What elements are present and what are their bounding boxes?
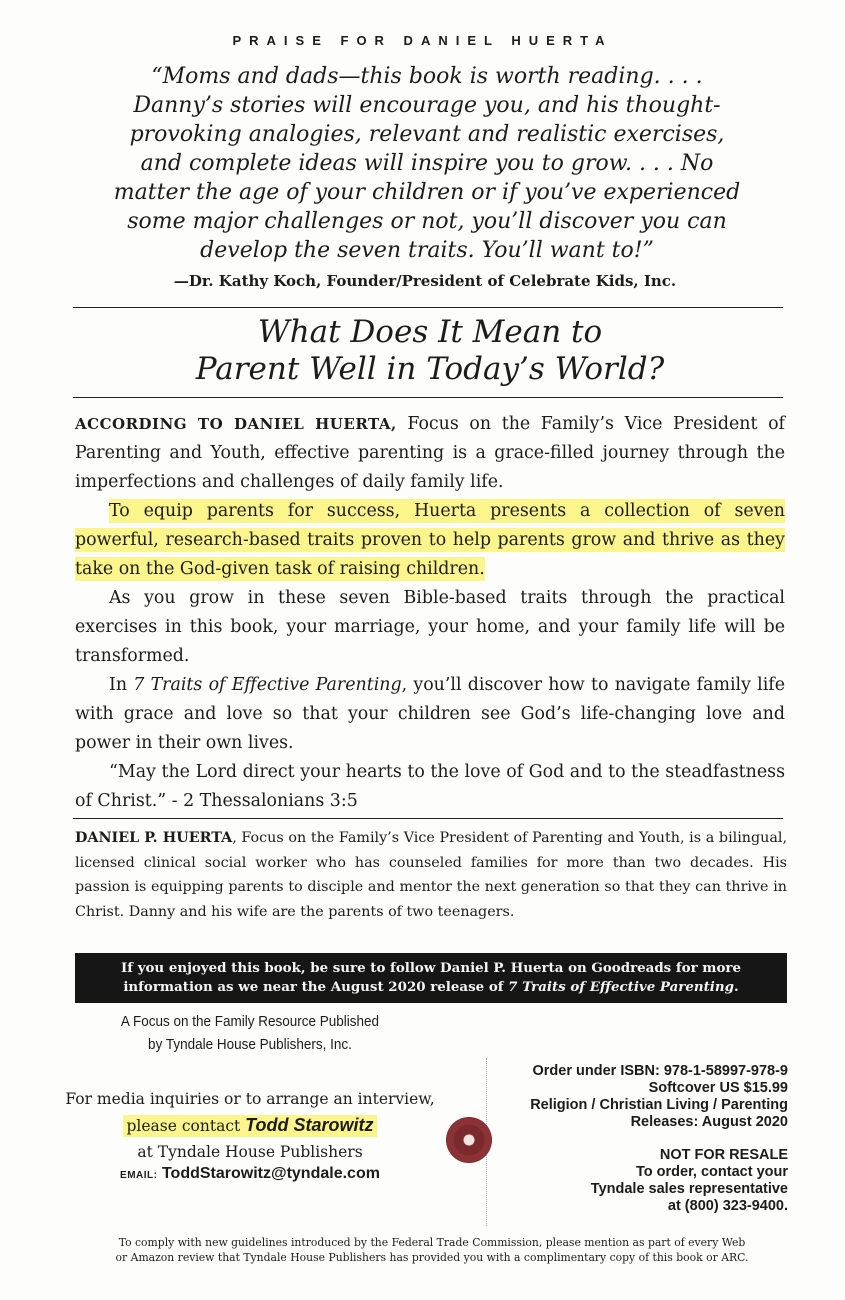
quote-line: “Moms and dads—this book is worth reading. . . . (151, 64, 703, 89)
contact-pre: please contact (126, 1117, 246, 1135)
ftc-disclaimer (75, 1235, 789, 1265)
publisher-line-1: A Focus on the Family Resource Published (120, 1013, 380, 1030)
media-line-1: For media inquiries or to arrange an interview, (65, 1090, 435, 1108)
book-title: 7 Traits of Effective Parenting (133, 675, 402, 695)
quote-line: provoking analogies, relevant and realistic exercises, (129, 122, 725, 147)
ftc-line-1: To comply with new guidelines introduced by the Federal Trade Commission, please mention as part of every Web (118, 1236, 746, 1249)
media-contact (20, 1086, 480, 1165)
title-line-1: What Does It Mean to (257, 314, 603, 350)
banner-line-1: If you enjoyed this book, be sure to follow Daniel P. Huerta on Goodreads for more (121, 960, 741, 976)
quote-line: matter the age of your children or if you’ve experienced (113, 180, 741, 205)
price: Softcover US $15.99 (648, 1080, 788, 1096)
goodreads-banner (75, 953, 787, 1003)
scripture-quote: “May the Lord direct your hearts to the love of God and to the steadfastness of Christ.” - 2 Thessalonians 3:5 (75, 762, 785, 811)
description-paragraph (75, 671, 785, 758)
divider-rule (73, 818, 783, 819)
title-line-2: Parent Well in Today’s World? (195, 351, 665, 387)
contact-highlight (123, 1115, 378, 1137)
banner-text: . (733, 979, 739, 995)
highlighted-paragraph (75, 497, 785, 584)
description-paragraph (75, 410, 785, 497)
email-address[interactable]: ToddStarowitz@tyndale.com (161, 1165, 380, 1182)
description-paragraph: As you grow in these seven Bible-based traits through the practical exercises in this book, your marriage, your home, and your family life will be transformed. (75, 588, 785, 666)
publisher-credit (115, 1010, 385, 1056)
lead-in: ACCORDING TO DANIEL HUERTA, (75, 415, 397, 433)
isbn: Order under ISBN: 978-1-58997-978-9 (532, 1063, 788, 1079)
category: Religion / Christian Living / Parenting (530, 1097, 788, 1113)
paragraph-text: Focus on the Family’s Vice President of Parenting and Youth, effective parenting is a grace-filled journey through the imperfections and challenges of daily family life. (75, 414, 785, 492)
divider-rule (73, 307, 783, 308)
banner-line-2 (75, 978, 787, 997)
bio-text: , Focus on the Family’s Vice President of Parenting and Youth, is a bilingual, licensed clinical social worker who has counseled families for more than two decades. His passion is equipping parents to disciple and mentor the next generation so that they can thrive in Christ. Danny and his wife are the parents of two teenagers. (75, 830, 787, 920)
not-for-resale: NOT FOR RESALE (659, 1147, 788, 1163)
highlight-text: To equip parents for success, Huerta presents a collection of seven powerful, research-based traits proven to help parents grow and thrive as they take on the God-given task of raising children. (75, 501, 785, 579)
resale-info (500, 1147, 788, 1215)
quote-line: develop the seven traits. You’ll want to!” (200, 238, 654, 263)
book-title: 7 Traits of Effective Parenting (508, 979, 734, 995)
banner-text: information as we near the August 2020 release of (123, 979, 509, 995)
divider-rule (73, 397, 783, 398)
paragraph-text: In (109, 675, 134, 695)
ftc-line-2: or Amazon review that Tyndale House Publishers has provided you with a complimentary copy of this book or ARC. (115, 1251, 749, 1264)
quote-line: Danny’s stories will encourage you, and his thought- (133, 93, 721, 118)
media-line-3: at Tyndale House Publishers (137, 1143, 363, 1161)
contact-name: Todd Starowitz (245, 1115, 374, 1135)
praise-heading: PRAISE FOR DANIEL HUERTA (232, 33, 613, 48)
media-line-2 (20, 1112, 480, 1139)
page-title (70, 314, 790, 388)
endorsement-quote (62, 62, 792, 265)
to-order: To order, contact your (635, 1164, 788, 1180)
quote-attribution: —Dr. Kathy Koch, Founder/President of Celebrate Kids, Inc. (173, 272, 677, 290)
email-label: EMAIL: (120, 1170, 158, 1181)
paragraph-text: , you’ll discover how to navigate family life with grace and love so that your children see God’s life-changing love and power in their own lives. (75, 675, 785, 753)
publisher-line-2: by Tyndale House Publishers, Inc. (148, 1036, 352, 1053)
author-bio (75, 826, 787, 924)
sales-rep: Tyndale sales representative (590, 1181, 788, 1197)
author-name: DANIEL P. HUERTA (75, 830, 233, 846)
order-info (494, 1063, 788, 1131)
release-date: Releases: August 2020 (630, 1114, 788, 1130)
phone: at (800) 323-9400. (667, 1198, 788, 1214)
punch-hole-icon (446, 1117, 492, 1163)
contact-email (100, 1165, 400, 1183)
quote-line: some major challenges or not, you’ll discover you can (127, 209, 727, 234)
description-body (75, 410, 785, 816)
quote-line: and complete ideas will inspire you to grow. . . . No (140, 151, 714, 176)
